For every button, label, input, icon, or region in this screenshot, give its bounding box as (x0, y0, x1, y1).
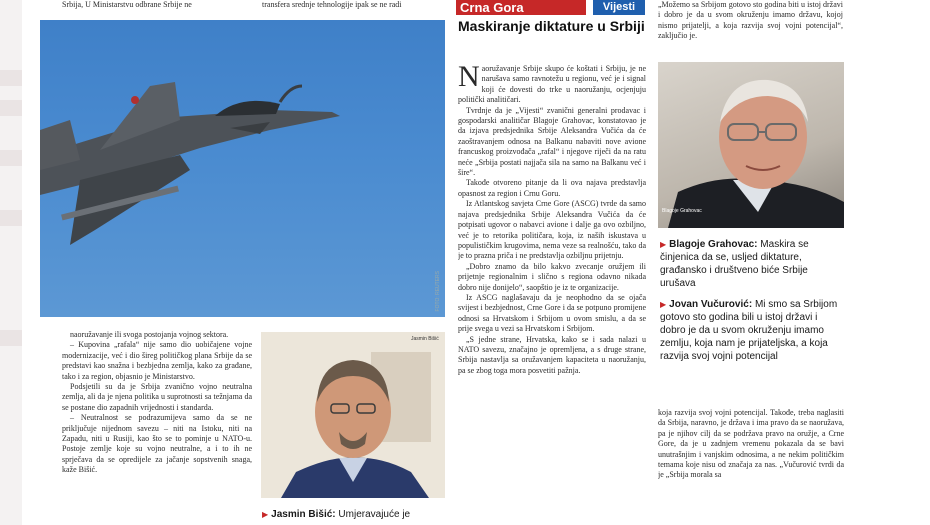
article-paragraph: Takođe otvoreno pitanje da li ova najava predstavlja opasnost za region i Crnu Goru. (458, 178, 646, 198)
jet-photo-credit: FOTO: REUTERS (435, 270, 441, 311)
pull-quote-grabovac (660, 238, 840, 290)
triangle-bullet-icon: ▶ (660, 300, 667, 309)
drop-cap: N (458, 64, 480, 93)
article-paragraph: – Kupovina „rafala“ nije samo dio uobičajene vojne modernizacije, već i dio šireg političkog plana Srbije da se predstavi kao snažna i bezbjedna zemlja, kako za građane, tako i za region, objasnio je Ministarstvo. (62, 340, 252, 381)
quote-text: Mi smo sa Srbijom gotovo sto godina bili u istoj državi i dobro je da u svom okruženju imamo zemlju, koja nam je prijateljska, a koja razvija svoj vojni potencijal (660, 299, 838, 362)
portrait-illustration (261, 332, 445, 498)
fighter-jet-photo (40, 20, 445, 317)
section-label: Crna Gora (456, 0, 586, 15)
quote-speaker: Jasmin Bišić: (271, 509, 336, 520)
quote-speaker: Blagoje Grahovac: (669, 239, 758, 250)
article-paragraph: – Neutralnost se podrazumijeva samo da se ne priključuje nijednom savezu – niti na Istoku, niti na Zapadu, niti u Rusiji, kao što se to pominje u NATO-u. Postoje zemlje koje su vojno neutralne, a i to ih ne sprječava da se opredijele za jačanje sopstvenih snaga, kaže Bišić. (62, 413, 252, 475)
left-column-text (62, 330, 252, 525)
top-mid-text-fragment: transfera srednje tehnologije ipak se ne radi (262, 0, 402, 9)
quote-text: Umjeravajuće je (338, 509, 411, 520)
page-margin (850, 0, 930, 525)
triangle-bullet-icon: ▶ (660, 240, 667, 249)
article-paragraph: Iz ASCG naglašavaju da je neophodno da se ojača svijest i bezbjednost, Crne Gore i da se potpuno promijene odnosi sa Hrvatskom i Srbijom u ovom smislu, a da se prije svega u vezi sa Hrvatskom i Srbijom. (458, 292, 646, 334)
pull-quote-bisic (262, 508, 446, 521)
quote-text: Maskira se činjenica da se, usljed diktature, građansko i društveno biće Srbije urušava (660, 239, 809, 289)
right-column-top-text: „Možemo sa Srbijom gotovo sto godina biti u istoj državi i dobro je da u svom okruženju imamo državu, kojoj nismo prijatelji, a koja razvija svoj vojni potencijal“, zaključio je. (658, 0, 843, 41)
bisic-photo-tag: Jasmin Bišić (411, 336, 439, 342)
newspaper-logo: Vijesti (593, 0, 645, 15)
fighter-jet-illustration (40, 20, 445, 317)
grabovac-photo-tag: Blagoje Grahovac (662, 208, 702, 214)
right-column-bottom-text: koja razvija svoj vojni potencijal. Takođe, treba naglasiti da Srbija, naravno, je država i ima pravo da se naoružava, pa je njihov cilj da se podržava pravo na oružje, a Crne Gore, da je u zadnjem vremenu pokazala da se bavi unutrašnjim i vanjskim odnosima, a ne nekim političkim temama koje nisu od značaja za nas. „Vučurović tvrdi da je „Srbija morala sa (658, 408, 844, 480)
article-paragraph: „S jedne strane, Hrvatska, kako se i sada nalazi u NATO savezu, značajno je opremljena, a s druge strane, Srbija nastavlja sa oružavanjem kapaciteta u naoružanju, pa se zbog toga mora posvetiti pažnja. (458, 334, 646, 375)
article-paragraph: „Dobro znamo da bilo kakvo zvecanje oružjem ili prijetnje regionalnim i slično s regiona odavno nikada dobro nije donijelo“, saopštio je iz te organizacije. (458, 261, 646, 292)
jasmin-bisic-portrait (261, 332, 445, 498)
article-paragraph: Tvrdnje da je „Vijesti“ zvanični generalni prodavac i gospodarski analitičar Blagoje Grahovac, konstatovao je da izjava predsjednika Srbije Aleksandra Vučića da će zaoštravanjem odnosa na Balkanu nabaviti nove avione francuskog proizvođača „rafal“ i njegove riječi da na ratu neće „Srbija postati najjača sila na samo na Balkanu već i šire“. (458, 105, 646, 178)
adjacent-page-edge (0, 0, 22, 525)
portrait-illustration (658, 62, 844, 228)
blagoje-grahovac-portrait (658, 62, 844, 228)
article-paragraph: Podsjetili su da je Srbija zvanično vojno neutralna zemlja, ali da je njena politika u suprotnosti sa težnjama da se postane dio zapadnih vrijednosti i standarda. (62, 382, 252, 412)
triangle-bullet-icon: ▶ (262, 510, 269, 519)
article-paragraph: naoružavanje ili svoga postojanja vojnog sektora. (70, 330, 229, 339)
article-paragraph: Iz Atlantskog savjeta Crne Gore (ASCG) tvrde da samo najava predsjednika Srbije Aleksandra Vučića da će potpisati ugovor o nabavci avione i dalje ga ovo ozbiljno, već je to retorika političara, koja, iz naših iskustava u populističkim krugovima, nema veze sa realnošću, tako da je to prazna priča i ne predstavlja ozbiljnu prijetnju. (458, 199, 646, 261)
pull-quote-vucurovic (660, 298, 840, 363)
article-body (458, 64, 646, 525)
article-headline: Maskiranje diktature u Srbiji (458, 18, 645, 34)
top-left-text-fragment: Srbija, U Ministarstvu odbrane Srbije ne (62, 0, 192, 9)
article-paragraph: aoružavanje Srbije skupo će koštati i Srbiju, je ne narušava samo ravnotežu u regionu, već je i signal koji će dovesti do trke u naoružanju, ocjenjuju politički analitičari. (458, 64, 646, 105)
quote-speaker: Jovan Vučurović: (669, 299, 753, 310)
